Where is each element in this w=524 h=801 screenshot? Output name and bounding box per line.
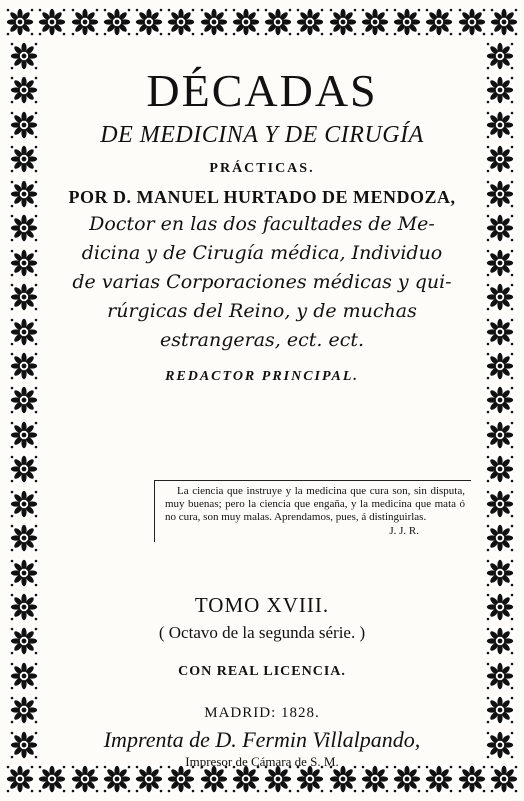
rosette-ornament-icon [103,8,131,36]
rosette-ornament-icon [486,145,514,173]
printer-name: Imprenta de D. Fermin Villalpando, [103,727,421,752]
rosette-ornament-icon [10,283,38,311]
series-note: ( Octavo de la segunda série. ) [158,623,366,642]
author-credentials [56,210,468,355]
rosette-ornament-icon [486,283,514,311]
rosette-ornament-icon [486,111,514,139]
rosette-ornament-icon [38,8,66,36]
rosette-ornament-icon [10,214,38,242]
rosette-ornament-icon [200,8,228,36]
volume-number: TOMO XVIII. [194,593,330,617]
rosette-ornament-icon [10,731,38,759]
rosette-ornament-icon [486,559,514,587]
rosette-ornament-icon [486,214,514,242]
rosette-ornament-icon [486,696,514,724]
rosette-ornament-icon [486,42,514,70]
rosette-ornament-icon [135,8,163,36]
credentials-line: de varias Corporaciones médicas y qui- [72,271,452,293]
epigraph-quote [154,480,471,542]
rosette-ornament-icon [10,455,38,483]
rosette-ornament-icon [264,8,292,36]
license-note: CON REAL LICENCIA. [178,664,346,679]
rosette-ornament-icon [10,318,38,346]
rosette-ornament-icon [486,318,514,346]
epigraph-text: La ciencia que instruye y la medicina que cura son, sin disputa, muy buenas; pero la ciencia que engaña, y la medicina que mata ó no cura, son muy malas. Aprendamos, pues, á distinguirlas. [165,485,465,523]
rosette-ornament-icon [486,627,514,655]
book-subtitle-practicas: PRÁCTICAS. [209,161,315,176]
credentials-line: estrangeras, ect. ect. [159,329,365,351]
rosette-ornament-icon [486,455,514,483]
rosette-ornament-icon [486,76,514,104]
rosette-ornament-icon [10,559,38,587]
rosette-ornament-icon [458,8,486,36]
rosette-ornament-icon [10,627,38,655]
rosette-ornament-icon [10,662,38,690]
rosette-ornament-icon [10,696,38,724]
rosette-ornament-icon [10,111,38,139]
rosette-ornament-icon [486,662,514,690]
rosette-ornament-icon [6,8,34,36]
title-block [56,60,468,385]
rosette-ornament-icon [486,180,514,208]
rosette-ornament-icon [486,731,514,759]
rosette-ornament-icon [10,490,38,518]
rosette-ornament-icon [486,421,514,449]
border-right [482,42,518,759]
rosette-ornament-icon [486,490,514,518]
rosette-ornament-icon [232,8,260,36]
border-left [6,42,42,759]
rosette-ornament-icon [10,421,38,449]
rosette-ornament-icon [10,386,38,414]
rosette-ornament-icon [10,249,38,277]
rosette-ornament-icon [10,76,38,104]
rosette-ornament-icon [393,8,421,36]
epigraph-signature: J. J. R. [389,525,419,537]
rosette-ornament-icon [296,8,324,36]
rosette-ornament-icon [71,8,99,36]
rosette-ornament-icon [486,386,514,414]
rosette-ornament-icon [10,524,38,552]
rosette-ornament-icon [425,8,453,36]
rosette-ornament-icon [329,8,357,36]
rosette-ornament-icon [490,765,518,793]
rosette-ornament-icon [167,8,195,36]
rosette-ornament-icon [490,8,518,36]
book-title: DÉCADAS [146,65,378,116]
credentials-line: dicina y de Cirugía médica, Individuo [81,242,443,264]
border-top [6,4,518,40]
rosette-ornament-icon [10,145,38,173]
book-subtitle: DE MEDICINA Y DE CIRUGÍA [100,122,424,148]
rosette-ornament-icon [486,524,514,552]
place-date: MADRID: 1828. [204,705,320,721]
rosette-ornament-icon [486,249,514,277]
rosette-ornament-icon [10,42,38,70]
printer-title: Impresor de Cámara de S. M. [185,754,339,769]
author-line: POR D. MANUEL HURTADO DE MENDOZA, [68,187,456,207]
author-role: REDACTOR PRINCIPAL. [165,369,359,384]
credentials-line: Doctor en las dos facultades de Me- [89,213,435,235]
rosette-ornament-icon [10,352,38,380]
rosette-ornament-icon [361,8,389,36]
rosette-ornament-icon [10,180,38,208]
rosette-ornament-icon [486,352,514,380]
rosette-ornament-icon [10,593,38,621]
credentials-line: rúrgicas del Reino, y de muchas [107,300,417,322]
rosette-ornament-icon [6,765,34,793]
rosette-ornament-icon [486,593,514,621]
